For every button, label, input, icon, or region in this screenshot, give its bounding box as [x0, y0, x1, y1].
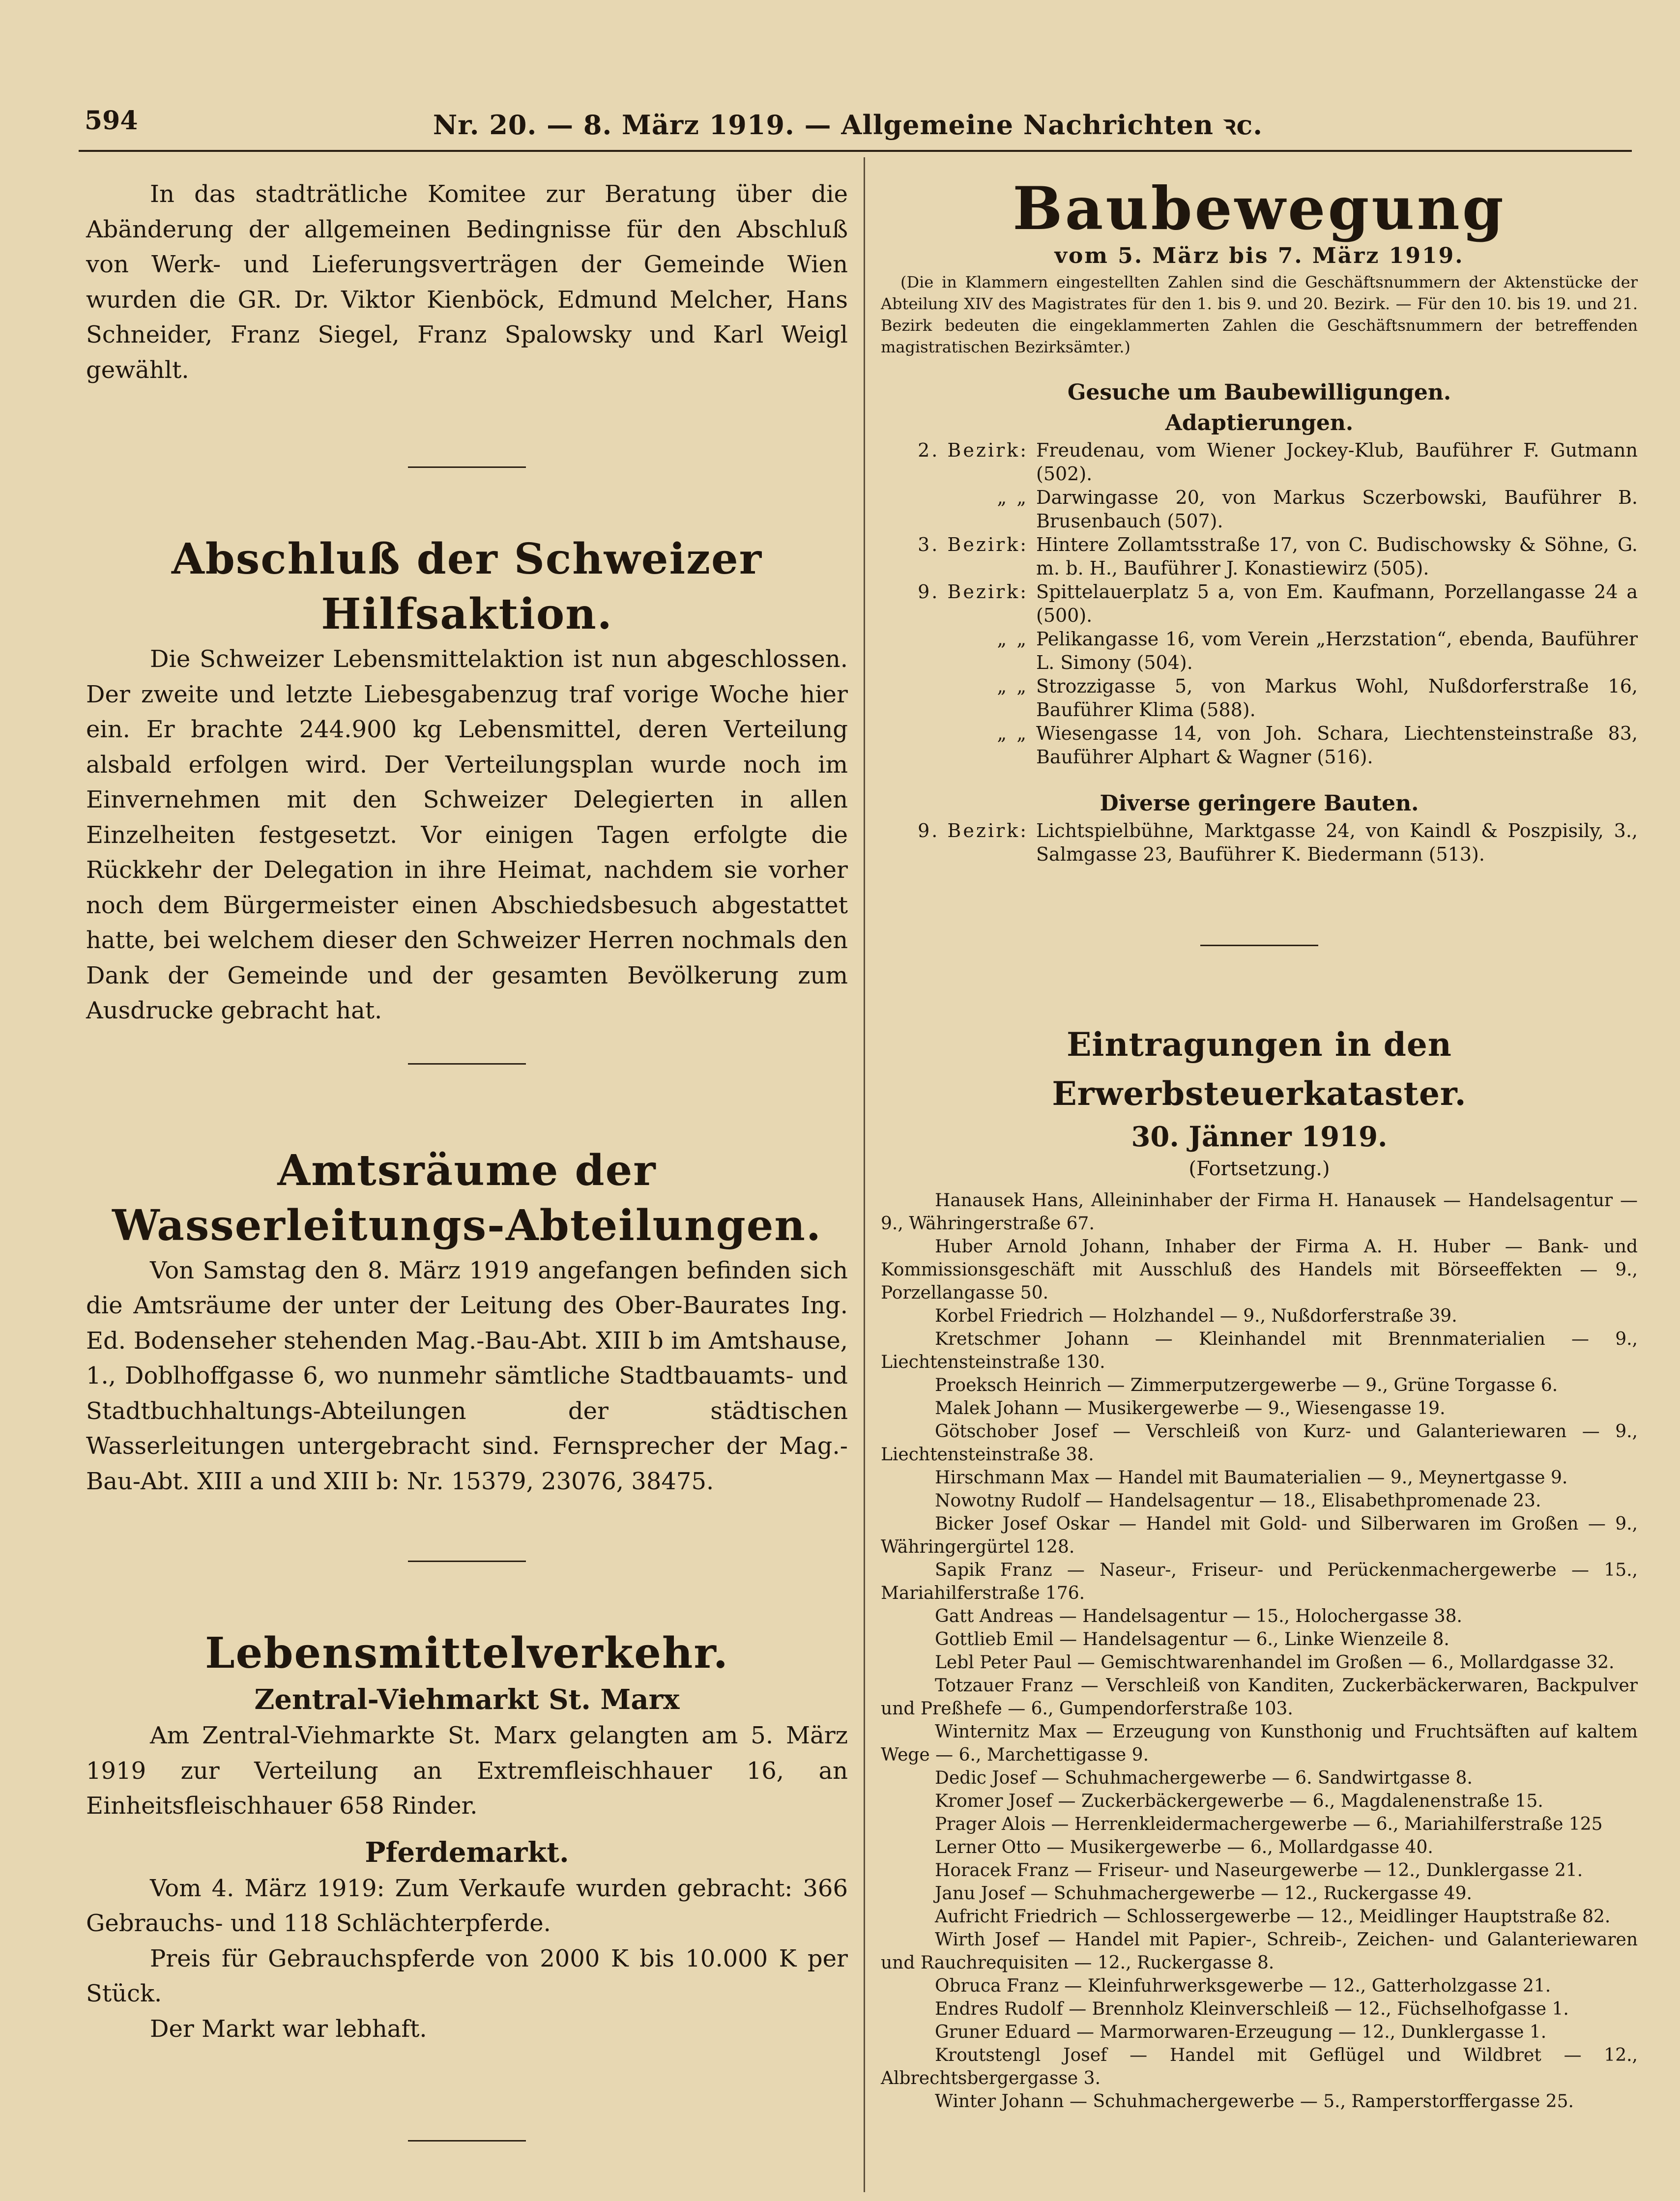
list-item: Endres Rudolf — Brennholz Kleinverschleiß — 12., Füchselhofgasse 1.: [935, 1999, 1569, 2019]
bau-entry: „ „ Strozzigasse 5, von Markus Wohl, Nußdorferstraße 16, Bauführer Klima (588).: [997, 675, 1638, 721]
right-column: [881, 174, 1638, 2113]
bau-entry: 3. Bezirk: Hintere Zollamtsstraße 17, von C. Budischowsky & Söhne, G. m. b. H., Bauführer J. Konastiewirz (505).: [918, 534, 1638, 579]
eintragungen-fortsetzung: (Fortsetzung.): [1188, 1158, 1330, 1180]
list-item: Aufricht Friedrich — Schlossergewerbe — 12., Meidlinger Hauptstraße 82.: [935, 1907, 1611, 1927]
list-item: Lebl Peter Paul — Gemischtwarenhandel im Großen — 6., Mollardgasse 32.: [935, 1652, 1615, 1673]
list-item: Horacek Franz — Friseur- und Naseurgewerbe — 12., Dunklergasse 21.: [935, 1860, 1583, 1881]
komitee-paragraph: In das stadträtliche Komitee zur Beratung über die Abänderung der allgemeinen Bedingnisse für den Abschluß von Werk- und Lieferungsverträgen der Gemeinde Wien wurden die GR. Dr. Viktor Kienböck, Edmund Melcher, Hans Schneider, Franz Siegel, Franz Spalowsky und Karl Weigl gewählt.: [86, 180, 848, 384]
list-item: Gottlieb Emil — Handelsagentur — 6., Linke Wienzeile 8.: [935, 1629, 1449, 1650]
list-item: Kroutstengl Josef — Handel mit Geflügel und Wildbret — 12., Albrechtsbergergasse 3.: [881, 2045, 1638, 2088]
list-item: Nowotny Rudolf — Handelsagentur — 18., Elisabethpromenade 23.: [935, 1491, 1541, 1511]
viehmarkt-subheading: Zentral-Viehmarkt St. Marx: [254, 1683, 680, 1716]
list-item: Huber Arnold Johann, Inhaber der Firma A. H. Huber — Bank- und Kommissionsgeschäft mit Ausschluß des Handels mit Börseeffekten — 9., Porzellangasse 50.: [881, 1237, 1638, 1303]
list-item: Kretschmer Johann — Kleinhandel mit Brennmaterialien — 9., Liechtensteinstraße 130.: [881, 1329, 1638, 1372]
bau-entry: 9. Bezirk: Lichtspielbühne, Marktgasse 24, von Kaindl & Poszpisily, 3., Salmgasse 23, Bauführer K. Biedermann (513).: [918, 820, 1638, 865]
list-item: Janu Josef — Schuhmachergewerbe — 12., Ruckergasse 49.: [935, 1883, 1472, 1904]
eintragungen-date: 30. Jänner 1919.: [1131, 1121, 1388, 1153]
pferdemarkt-markt: Der Markt war lebhaft.: [150, 2015, 427, 2043]
amtsraeume-heading: Amtsräume der Wasserleitungs-Abteilungen.: [112, 1145, 822, 1250]
list-item: Winternitz Max — Erzeugung von Kunsthonig und Fruchtsäften auf kaltem Wege — 6., Marchettigasse 9.: [881, 1722, 1638, 1765]
adaptierungen-heading: Adaptierungen.: [1165, 410, 1354, 435]
list-item: Malek Johann — Musikergewerbe — 9., Wiesengasse 19.: [935, 1398, 1446, 1419]
list-item: Proeksch Heinrich — Zimmerputzergewerbe — 9., Grüne Torgasse 6.: [935, 1375, 1558, 1395]
list-item: Obruca Franz — Kleinfuhrwerksgewerbe — 12., Gatterholzgasse 21.: [935, 1976, 1551, 1996]
list-item: Hirschmann Max — Handel mit Baumaterialien — 9., Meynertgasse 9.: [935, 1468, 1568, 1488]
left-column: [86, 177, 848, 2142]
list-item: Hanausek Hans, Alleininhaber der Firma H. Hanausek — Handelsagentur — 9., Währingerstraße 67.: [881, 1190, 1638, 1234]
list-item: Gatt Andreas — Handelsagentur — 15., Holochergasse 38.: [935, 1606, 1463, 1626]
pferdemarkt-subheading: Pferdemarkt.: [365, 1836, 569, 1869]
section-separator: [408, 2140, 526, 2142]
list-item: Sapik Franz — Naseur-, Friseur- und Perückenmachergewerbe — 15., Mariahilferstraße 176.: [881, 1560, 1638, 1603]
list-item: Gruner Eduard — Marmorwaren-Erzeugung — 12., Dunklergasse 1.: [935, 2022, 1547, 2042]
hilfsaktion-text: Die Schweizer Lebensmittelaktion ist nun abgeschlossen. Der zweite und letzte Liebesgabenzug traf vorige Woche hier ein. Er brachte 244.900 kg Lebensmittel, deren Verteilung alsbald erfolgen wird. Der Verteilungsplan wurde noch im Einvernehmen mit den Schweizer Delegierten in allen Einzelheiten festgesetzt. Vor einigen Tagen erfolgte die Rückkehr der Delegation in ihre Heimat, nachdem sie vorher noch dem Bürgermeister einen Abschiedsbesuch abgestattet hatte, bei welchem dieser den Schweizer Herren nochmals den Dank der Gemeinde und der gesamten Bevölkerung zum Ausdrucke gebracht hat.: [86, 645, 848, 1024]
list-item: Korbel Friedrich — Holzhandel — 9., Nußdorferstraße 39.: [935, 1306, 1457, 1326]
viehmarkt-text: Am Zentral-Viehmarkte St. Marx gelangten am 5. März 1919 zur Verteilung an Extremfleischhauer 16, an Einheitsfleischhauer 658 Rinder.: [86, 1722, 848, 1820]
list-item: Lerner Otto — Musikergewerbe — 6., Mollardgasse 40.: [935, 1837, 1433, 1857]
gesuche-heading: Gesuche um Baubewilligungen.: [1067, 380, 1451, 405]
pferdemarkt-text: Vom 4. März 1919: Zum Verkaufe wurden gebracht: 366 Gebrauchs- und 118 Schlächterpferde.: [86, 1874, 848, 1937]
bau-entry: „ „ Wiesengasse 14, von Joh. Schara, Liechtensteinstraße 83, Bauführer Alphart & Wagner (516).: [997, 723, 1638, 768]
baubewegung-note: (Die in Klammern eingestellten Zahlen sind die Geschäftsnummern der Aktenstücke der Abteilung XIV des Magistrates für den 1. bis 9. und 20. Bezirk. — Für den 10. bis 19. und 21. Bezirk bedeuten die eingeklammerten Zahlen die Geschäftsnummern der betreffenden magistratischen Bezirksämter.): [881, 273, 1638, 356]
list-item: Götschober Josef — Verschleiß von Kurz- und Galanteriewaren — 9., Liechtensteinstraße 38.: [881, 1421, 1638, 1465]
amtsraeume-text: Von Samstag den 8. März 1919 angefangen befinden sich die Amtsräume der unter der Leitung des Ober-Baurates Ing. Ed. Bodenseher stehenden Mag.-Bau-Abt. XIII b im Amtshause, 1., Doblhoffgasse 6, wo nunmehr sämtliche Stadtbauamts- und Stadtbuchhaltungs-Abteilungen der städtischen Wasserleitungen untergebracht sind. Fernsprecher der Mag.-Bau-Abt. XIII a und XIII b: Nr. 15379, 23076, 38475.: [86, 1256, 848, 1495]
bau-entry: 2. Bezirk: Freudenau, vom Wiener Jockey-Klub, Bauführer F. Gutmann (502).: [918, 439, 1638, 485]
diverse-heading: Diverse geringere Bauten.: [1100, 791, 1419, 816]
list-item: Kromer Josef — Zuckerbäckergewerbe — 6., Magdalenenstraße 15.: [935, 1791, 1543, 1811]
baubewegung-heading: Baubewegung: [1013, 174, 1506, 243]
pferdemarkt-preis: Preis für Gebrauchspferde von 2000 K bis 10.000 K per Stück.: [86, 1944, 848, 2007]
bau-entries: [881, 438, 1638, 769]
header-rule: [79, 150, 1632, 152]
baubewegung-subtitle: vom 5. März bis 7. März 1919.: [1054, 243, 1464, 268]
bau-entry: „ „ Pelikangasse 16, vom Verein „Herzstation“, ebenda, Bauführer L. Simony (504).: [997, 628, 1638, 673]
header-title: Nr. 20. — 8. März 1919. — Allgemeine Nachrichten ꝛc.: [433, 109, 1263, 141]
bau-entry: „ „ Darwingasse 20, von Markus Sczerbowski, Bauführer B. Brusenbauch (507).: [997, 487, 1638, 532]
column-divider: [864, 157, 865, 2192]
hilfsaktion-heading: Abschluß der Schweizer Hilfsaktion.: [171, 534, 763, 639]
list-item: Bicker Josef Oskar — Handel mit Gold- und Silberwaren im Großen — 9., Währingergürtel 128.: [881, 1514, 1638, 1557]
page-number: 594: [85, 106, 138, 136]
list-item: Dedic Josef — Schuhmachergewerbe — 6. Sandwirtgasse 8.: [935, 1768, 1473, 1788]
page-header: [74, 101, 1622, 145]
list-item: Totzauer Franz — Verschleiß von Kanditen, Zuckerbäckerwaren, Backpulver und Preßhefe — 6., Gumpendorferstraße 103.: [881, 1676, 1638, 1719]
bau-entry: 9. Bezirk: Spittelauerplatz 5 a, von Em. Kaufmann, Porzellangasse 24 a (500).: [918, 581, 1638, 626]
list-item: Winter Johann — Schuhmachergewerbe — 5., Ramperstorffergasse 25.: [935, 2091, 1574, 2112]
list-item: Wirth Josef — Handel mit Papier-, Schreib-, Zeichen- und Galanteriewaren und Rauchrequisiten — 12., Ruckergasse 8.: [881, 1930, 1638, 1973]
kataster-list: [881, 1189, 1638, 2113]
list-item: Prager Alois — Herrenkleidermachergewerbe — 6., Mariahilferstraße 125: [935, 1814, 1603, 1834]
lebensmittel-heading: Lebensmittelverkehr.: [205, 1628, 729, 1678]
eintragungen-heading: Eintragungen in den Erwerbsteuerkataster.: [1052, 1025, 1467, 1113]
